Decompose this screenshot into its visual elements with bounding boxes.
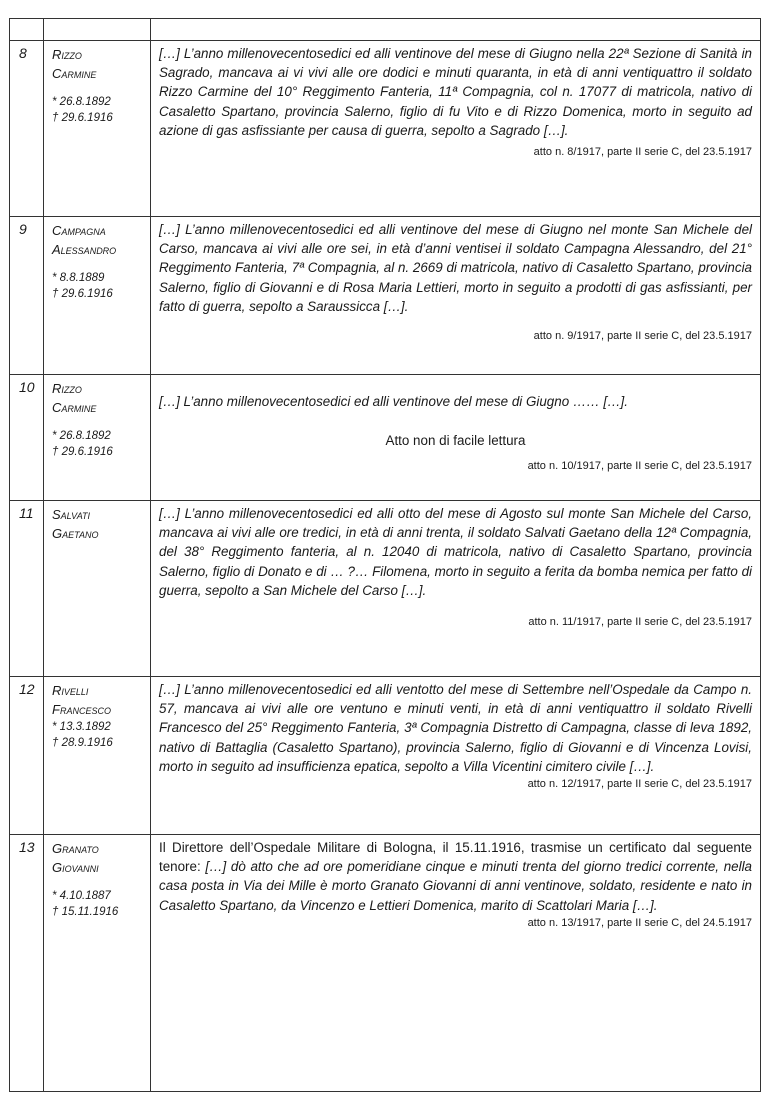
record-number: 12: [10, 677, 44, 835]
record-text: […] L’anno millenovecentosedici ed alli ventinove del mese di Giugno nel monte San Michele del Carso, mancava ai vivi alle ore sei, in età d’anni ventisei il soldato Campagna Alessandro, del 21° Reggimento Fanteria, 7ª Compagnia, al n. 2669 di matricola, nativo di Casaletto Spartano, provincia Salerno, figlio di Giovanni e di Rosa Maria Lettieri, morto in seguito a prodotti di gas asfissianti, per fatto di guerra, sepolto a Saraussicca […].: [159, 222, 752, 314]
death-date: † 28.9.1916: [52, 737, 113, 749]
life-dates: [52, 719, 150, 751]
record-number: 11: [10, 501, 44, 677]
record-text: […] L’anno millenovecentosedici ed alli ventinove del mese di Giugno …… […].: [159, 394, 628, 409]
birth-date: * 13.3.1892: [52, 721, 111, 733]
record-name: [44, 835, 151, 1092]
given-name: Francesco: [52, 702, 111, 717]
record-text: […] L’anno millenovecentosedici ed alli ventotto del mese di Settembre nell’Ospedale da Campo n. 57, mancava ai vivi alle ore ventuno e minuti venti, in età di anni ventiquattro il soldato Rivelli Francesco del 25° Reggimento Fanteria, 3ª Compagnia Distretto di Campagna, classe di leva 1892, nativo di Battaglia (Casaletto Spartano), provincia Salerno, figlio di Giovanni e di Vincenza Lovisi, morto in seguito ad insufficienza epatica, sepolto a Villa Vicentini cimitero civile […].: [159, 682, 752, 774]
given-name: Carmine: [52, 400, 97, 415]
header-cell-record: [151, 19, 761, 41]
record-reference: atto n. 12/1917, parte II serie C, del 23.5.1917: [527, 778, 752, 791]
surname: Granato: [52, 841, 99, 856]
record-name: [44, 677, 151, 835]
surname: Salvati: [52, 507, 91, 522]
record-name: [44, 217, 151, 375]
record-text-cell: [151, 41, 761, 217]
surname: Rizzo: [52, 47, 82, 62]
record-name: [44, 41, 151, 217]
table-row: [10, 501, 761, 677]
death-date: † 15.11.1916: [52, 906, 119, 918]
record-text: […] L’anno millenovecentosedici ed alli otto del mese di Agosto sul monte San Michele del Carso, mancava ai vivi alle ore tredici, in età di anni trenta, il soldato Salvati Gaetano della 12ª Compagnia, del 38° Reggimento fanteria, al n. 12040 di matricola, nativo di Casaletto Spartano, provincia Salerno, figlio di Donato e di … ?… Filomena, morto in seguito a ferita da bomba nemica per fatto di guerra, sepolto a San Michele del Carso […].: [159, 506, 752, 598]
record-text-cell: [151, 501, 761, 677]
surname: Rizzo: [52, 381, 82, 396]
birth-date: * 4.10.1887: [52, 890, 111, 902]
record-text: […] L’anno millenovecentosedici ed alli ventinove del mese di Giugno nella 22ª Sezione di Sanità in Sagrado, mancava ai vi vivi alle ore dodici e minuti quaranta, in età di anni ventiquattro il soldato Rizzo Carmine del 10° Reggimento Fanteria, 11ª Compagnia, col n. 17077 di matricola, nativo di Casaletto Spartano, provincia Salerno, figlio di fu Vito e di Rizzo Domenica, morto in seguito ad azione di gas asfissiante per causa di guerra, sepolto a Sagrado […].: [159, 46, 752, 138]
table-row: [10, 217, 761, 375]
record-number: 8: [10, 41, 44, 217]
record-text-cell: [151, 375, 761, 501]
death-date: † 29.6.1916: [52, 288, 113, 300]
life-dates: [52, 888, 150, 920]
death-date: † 29.6.1916: [52, 446, 113, 458]
record-number: 9: [10, 217, 44, 375]
record-name: [44, 501, 151, 677]
life-dates: [52, 270, 150, 302]
header-cell-number: [10, 19, 44, 41]
record-reference: atto n. 13/1917, parte II serie C, del 24.5.1917: [527, 916, 752, 929]
record-quote: […] dò atto che ad ore pomeridiane cinque e minuti trenta del giorno tredici corrente, nella casa posta in Via dei Mille è morto Granato Giovanni di anni ventinove, soldato, residente e nato in Casaletto Spartano, da Vincenzo e Lettieri Domenica, marito di Scattolari Maria […].: [159, 859, 752, 913]
table-row: [10, 41, 761, 217]
surname: Campagna: [52, 223, 106, 238]
record-reference: atto n. 9/1917, parte II serie C, del 23.5.1917: [533, 330, 752, 343]
record-reference: atto n. 10/1917, parte II serie C, del 23.5.1917: [527, 460, 752, 473]
record-name: [44, 375, 151, 501]
death-records-table: [9, 18, 761, 1092]
record-reference: atto n. 11/1917, parte II serie C, del 23.5.1917: [528, 616, 752, 629]
death-date: † 29.6.1916: [52, 112, 113, 124]
record-text-cell: [151, 677, 761, 835]
birth-date: * 26.8.1892: [52, 96, 111, 108]
record-reference: atto n. 8/1917, parte II serie C, del 23.5.1917: [533, 146, 752, 159]
record-note: Atto non di facile lettura: [385, 433, 526, 449]
record-number: 10: [10, 375, 44, 501]
record-intro: Il Direttore dell’Ospedale Militare di Bologna, il 15.11.1916, trasmise un certificato dal seguente tenore:: [159, 840, 752, 875]
life-dates: [52, 428, 150, 460]
table-row: [10, 835, 761, 1092]
table-row: [10, 677, 761, 835]
record-text: [159, 838, 752, 915]
life-dates: [52, 94, 150, 126]
birth-date: * 26.8.1892: [52, 430, 111, 442]
surname: Rivelli: [52, 683, 89, 698]
record-number: 13: [10, 835, 44, 1092]
header-cell-name: [44, 19, 151, 41]
given-name: Carmine: [52, 66, 97, 81]
given-name: Gaetano: [52, 526, 99, 541]
given-name: Alessandro: [52, 242, 117, 257]
record-text-cell: [151, 217, 761, 375]
table-header-row: [10, 19, 761, 41]
birth-date: * 8.8.1889: [52, 272, 105, 284]
record-text-cell: [151, 835, 761, 1092]
table-row: [10, 375, 761, 501]
given-name: Giovanni: [52, 860, 99, 875]
